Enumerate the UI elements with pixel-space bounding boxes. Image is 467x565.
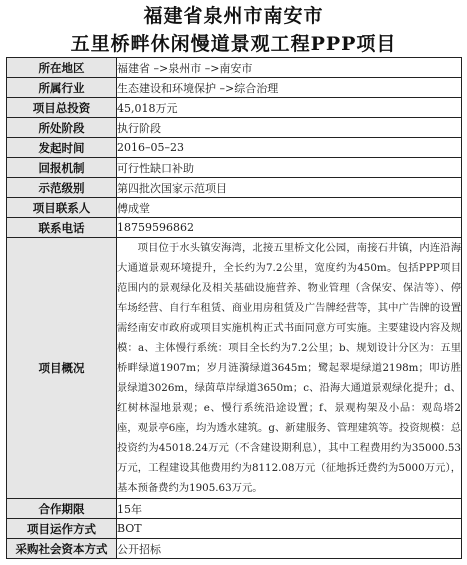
- overview-text: 项目位于水头镇安海湾，北接五里桥文化公园，南接石井镇，内连沿海大通道景观环境提升，全长约为7.2公里，宽度约为450m。包括PPP项目范围内的景观绿化及相关基础设施营养、物业管理（含保安、保洁等）、停车场经营、自行车租赁、商业用房租赁及广告牌经营等，其中广告牌的设置需经南安市政府或项目实施机构正式书面同意方可实施。主要建设内容及规模：a、主体慢行系统：项目全长约为7.2公里；b、规划设计分区为：五里桥畔绿道1907m；岁月涟漪绿道3645m；鹭起翠堤绿道2198m；叩访胜景绿道3026m，绿茵草岸绿道3650m；c、沿海大通道景观绿化提升；d、红树林湿地景观；e、慢行系统沿途设置；f、景观构架及小品：观岛塔2座，观景亭6座，均为透水建筑。g、新建服务、管理建筑等。投资规模：总投资约为45018.24万元（不含建设期利息），其中工程费用约为35000.53万元，工程建设其他费用约为8112.08万元（征地拆迁费约为5000万元），基本预备费约为1905.63万元。: [117, 238, 462, 499]
- page-title: [0, 2, 467, 58]
- row-return-mechanism: [7, 158, 462, 178]
- row-label: 发起时间: [7, 138, 117, 158]
- row-cooperation-term: [7, 499, 462, 519]
- row-label: 项目运作方式: [7, 519, 117, 539]
- row-value: 第四批次国家示范项目: [117, 178, 462, 198]
- row-label: 项目联系人: [7, 198, 117, 218]
- row-operation-mode: [7, 519, 462, 539]
- row-value: 可行性缺口补助: [117, 158, 462, 178]
- row-label: 示范级别: [7, 178, 117, 198]
- row-value: BOT: [117, 519, 462, 539]
- project-info-table: [6, 57, 462, 559]
- row-total-investment: [7, 98, 462, 118]
- row-label: 合作期限: [7, 499, 117, 519]
- row-label: 采购社会资本方式: [7, 539, 117, 559]
- title-line-1: 福建省泉州市南安市: [143, 5, 324, 27]
- row-value: 45,018万元: [117, 98, 462, 118]
- row-value: 执行阶段: [117, 118, 462, 138]
- row-industry: [7, 78, 462, 98]
- row-value: 18759596862: [117, 218, 462, 238]
- row-value: 生态建设和环境保护 –>综合治理: [117, 78, 462, 98]
- row-label: 所处阶段: [7, 118, 117, 138]
- title-line-2: 五里桥畔休闲慢道景观工程PPP项目: [70, 33, 397, 55]
- row-demo-level: [7, 178, 462, 198]
- row-label: 项目总投资: [7, 98, 117, 118]
- row-label: 所属行业: [7, 78, 117, 98]
- row-value: 傅成堂: [117, 198, 462, 218]
- row-phone: [7, 218, 462, 238]
- row-overview: [7, 238, 462, 499]
- row-value: 2016–05–23: [117, 138, 462, 158]
- row-stage: [7, 118, 462, 138]
- row-start-date: [7, 138, 462, 158]
- row-value: 公开招标: [117, 539, 462, 559]
- row-value: 15年: [117, 499, 462, 519]
- row-contact-person: [7, 198, 462, 218]
- row-label: 回报机制: [7, 158, 117, 178]
- row-procurement-method: [7, 539, 462, 559]
- row-label: 联系电话: [7, 218, 117, 238]
- row-label: 所在地区: [7, 58, 117, 78]
- row-value: 福建省 –>泉州市 –>南安市: [117, 58, 462, 78]
- row-region: [7, 58, 462, 78]
- row-label: 项目概况: [7, 238, 117, 499]
